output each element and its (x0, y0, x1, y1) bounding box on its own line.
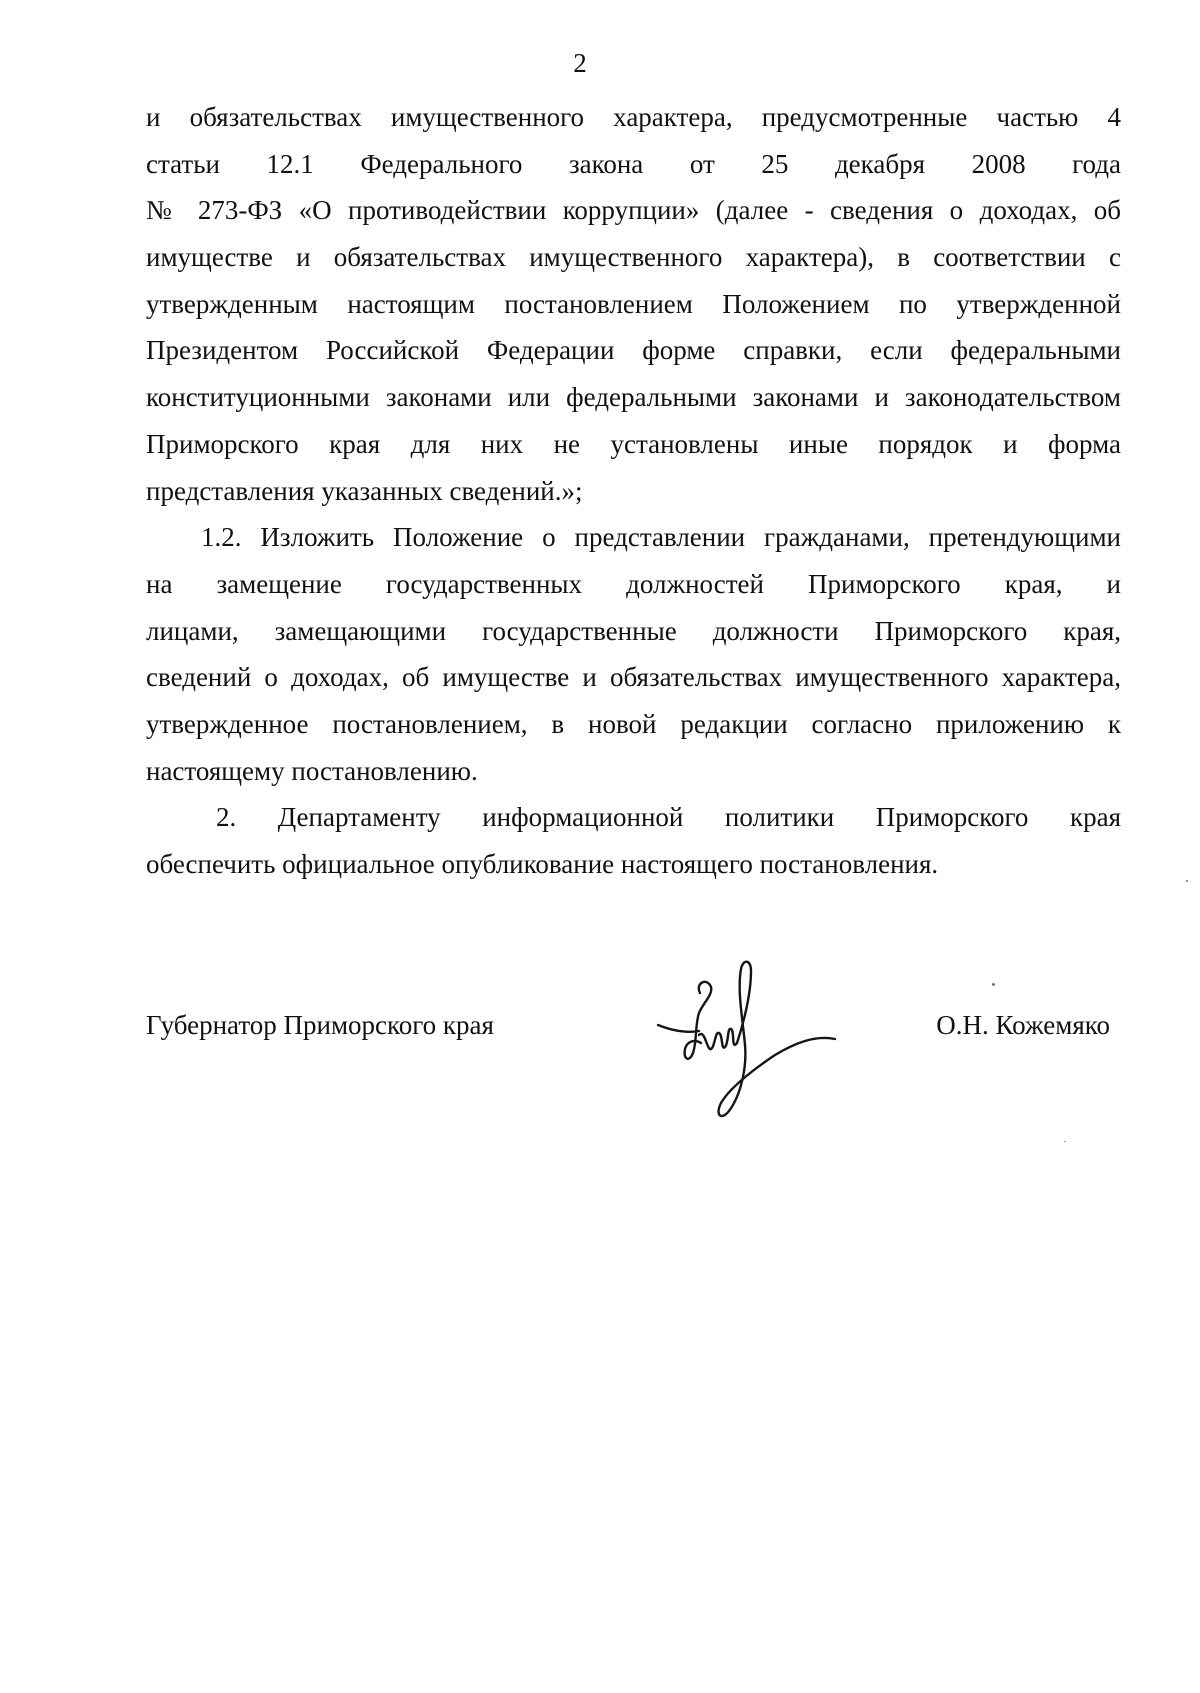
text-line: конституционными законами или федеральными законами и законодательством (146, 382, 1121, 413)
handwritten-signature-icon (655, 955, 855, 1120)
text-line: утвержденное постановлением, в новой редакции согласно приложению к (146, 708, 1121, 739)
text-line: статьи 12.1 Федерального закона от 25 декабря 2008 года (146, 148, 1121, 179)
text-line: Приморского края для них не установлены иные порядок и форма (146, 428, 1121, 459)
paragraph-2 (146, 514, 1121, 794)
paragraph-1 (146, 94, 1121, 514)
text-line: Президентом Российской Федерации форме справки, если федеральными (146, 335, 1121, 366)
scan-speck (992, 983, 995, 986)
text-line: представления указанных сведений.»; (146, 475, 583, 506)
signer-name: О.Н. Кожемяко (936, 1010, 1110, 1040)
text-line: лицами, замещающими государственные должности Приморского края, (146, 615, 1121, 646)
scan-speck (1064, 1141, 1066, 1142)
document-body (146, 94, 1121, 888)
signer-position-title: Губернатор Приморского края (146, 1010, 494, 1040)
scan-speck (1186, 880, 1188, 882)
text-line: 2. Департаменту информационной политики Приморского края (216, 802, 1121, 833)
paragraph-3 (146, 794, 1121, 887)
text-line: 1.2. Изложить Положение о представлении гражданами, претендующими (201, 522, 1121, 553)
text-line: сведений о доходах, об имуществе и обязательствах имущественного характера, (146, 662, 1121, 693)
page-number: 2 (573, 48, 587, 78)
text-line: настоящему постановлению. (146, 755, 478, 786)
text-line: и обязательствах имущественного характера, предусмотренные частью 4 (146, 102, 1121, 132)
text-line: обеспечить официальное опубликование настоящего постановления. (146, 849, 939, 879)
signature-block (146, 1005, 1121, 1065)
text-line: утвержденным настоящим постановлением Положением по утвержденной (146, 288, 1121, 319)
text-line: на замещение государственных должностей Приморского края, и (146, 568, 1121, 599)
text-line: имуществе и обязательствах имущественного характера), в соответствии с (146, 242, 1121, 273)
text-line: № 273-ФЗ «О противодействии коррупции» (далее - сведения о доходах, об (146, 195, 1121, 226)
